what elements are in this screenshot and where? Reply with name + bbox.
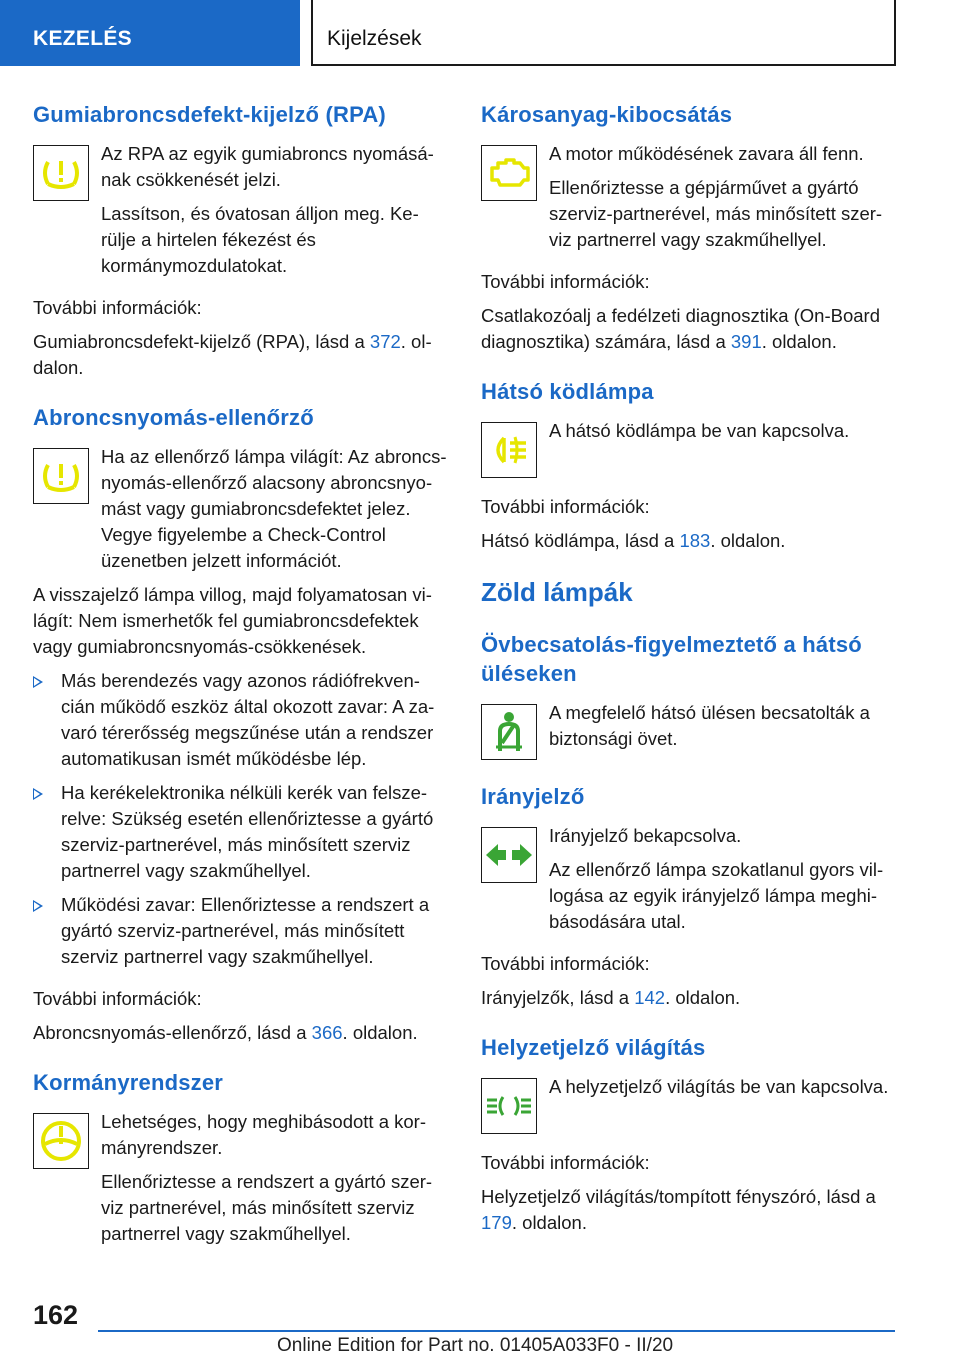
emission-text-2: Ellenőriztesse a gépjárművet a gyártó szerviz-partnerével, más minősített szer-viz partnerrel vagy szakműhellyel. [549, 177, 883, 250]
pressure-heading: Abroncsnyomás-ellenőrző [33, 405, 314, 430]
parking-page-link[interactable]: 179 [481, 1212, 512, 1233]
seatbelt-icon [481, 704, 537, 760]
foglamp-lamp-block [481, 418, 899, 478]
belt-lamp-block [481, 700, 899, 760]
rpa-text-2: Lassítson, és óvatosan álljon meg. Ke-rülje a hirtelen fékezést és kormánymozdulatokat. [101, 203, 419, 276]
triangle-arrow-icon [33, 676, 43, 688]
rpa-reference: Gumiabroncsdefekt-kijelző (RPA), lásd a 372. ol-dalon. [33, 331, 432, 378]
turn-reference: Irányjelzők, lásd a 142. oldalon. [481, 987, 741, 1008]
green-lamps-heading: Zöld lámpák [481, 577, 633, 607]
chapter-title: KEZELÉS [33, 27, 132, 50]
belt-heading: Övbecsatolás-figyelmeztető a hátsó üléseken [481, 632, 862, 686]
rpa-page-link[interactable]: 372 [369, 331, 401, 352]
list-item: Más berendezés vagy azonos rádiófrekven-cián működő eszköz által okozott zavar: A za-varó térerősség megszűnése után a rendszer automatikusan ismét működésbe lép. [33, 668, 451, 772]
pressure-more-info: További információk: [33, 988, 202, 1009]
foglamp-page-link[interactable]: 183 [679, 530, 711, 551]
turn-page-link[interactable]: 142 [634, 987, 666, 1008]
turn-lamp-block [481, 823, 899, 935]
belt-text-1: A megfelelő hátsó ülésen becsatolták a biztonsági övet. [549, 702, 870, 749]
footer-divider [98, 1330, 895, 1332]
pressure-page-link[interactable]: 366 [311, 1022, 343, 1043]
foglamp-more-info: További információk: [481, 496, 650, 517]
pressure-bullet-list [33, 668, 451, 970]
header-chapter-tab [0, 0, 300, 66]
pressure-reference: Abroncsnyomás-ellenőrző, lásd a 366. oldalon. [33, 1022, 418, 1043]
footer-edition: Online Edition for Part no. 01405A033F0 - II/20 [277, 1335, 674, 1356]
triangle-arrow-icon [33, 788, 43, 800]
list-item: Működési zavar: Ellenőriztesse a rendszert a gyártó szerviz-partnerével, más minősített szerviz partnerrel vagy szakműhellyel. [33, 892, 451, 970]
rpa-more-info: További információk: [33, 297, 202, 318]
page-number: 162 [33, 1300, 79, 1330]
steering-fault-icon [33, 1113, 89, 1169]
left-column [33, 100, 451, 1247]
engine-check-icon [481, 145, 537, 201]
tire-pressure-warning-icon [33, 145, 89, 201]
right-column [481, 100, 899, 1236]
steering-text-2: Ellenőriztesse a rendszert a gyártó szer-viz partnerével, más minősített szerviz partnerrel vagy szakműhellyel. [101, 1171, 433, 1244]
steering-lamp-block [33, 1109, 451, 1247]
parking-text-1: A helyzetjelző világítás be van kapcsolva. [549, 1076, 889, 1097]
parking-reference: Helyzetjelző világítás/tompított fényszóró, lásd a 179. oldalon. [481, 1186, 876, 1233]
turn-signal-icon [481, 827, 537, 883]
foglamp-heading: Hátsó ködlámpa [481, 379, 654, 404]
emission-lamp-block [481, 141, 899, 253]
pressure-text-1: Ha az ellenőrző lámpa világít: Az abroncs-nyomás-ellenőrző alacsony abroncsnyo-mást vagy gumiabroncsdefektet jelez. Vegye figyelembe a Check-Control üzenetben jelzett információt. [101, 446, 447, 571]
foglamp-reference: Hátsó ködlámpa, lásd a 183. oldalon. [481, 530, 786, 551]
parking-heading: Helyzetjelző világítás [481, 1035, 706, 1060]
turn-heading: Irányjelző [481, 784, 585, 809]
emission-page-link[interactable]: 391 [730, 331, 762, 352]
parking-more-info: További információk: [481, 1152, 650, 1173]
turn-text-2: Az ellenőrző lámpa szokatlanul gyors vil-logása az egyik irányjelző lámpa meghi-básodására utal. [549, 859, 884, 932]
foglamp-text-1: A hátsó ködlámpa be van kapcsolva. [549, 420, 850, 441]
triangle-arrow-icon [33, 900, 43, 912]
rpa-lamp-block [33, 141, 451, 279]
steering-text-1: Lehetséges, hogy meghibásodott a kor-mányrendszer. [101, 1111, 426, 1158]
list-item: Ha kerékelektronika nélküli kerék van felsze-relve: Szükség esetén ellenőriztesse a gyártó szerviz-partnerével, más minősített szerviz partnerrel vagy szakműhellyel. [33, 780, 451, 884]
header-section-box [311, 0, 896, 66]
tire-pressure-warning-icon [33, 448, 89, 504]
rear-fog-lamp-icon [481, 422, 537, 478]
pressure-text-2: A visszajelző lámpa villog, majd folyamatosan vi-lágít: Nem ismerhetők fel gumiabroncsdefektek vagy gumiabroncsnyomás-csökkenések. [33, 584, 432, 657]
parking-light-icon [481, 1078, 537, 1134]
section-title: Kijelzések [327, 27, 422, 50]
rpa-heading: Gumiabroncsdefekt-kijelző (RPA) [33, 102, 386, 127]
turn-text-1: Irányjelző bekapcsolva. [549, 825, 742, 846]
emission-heading: Károsanyag-kibocsátás [481, 102, 733, 127]
parking-lamp-block [481, 1074, 899, 1134]
emission-more-info: További információk: [481, 271, 650, 292]
pressure-lamp-block [33, 444, 451, 574]
emission-reference: Csatlakozóalj a fedélzeti diagnosztika (On-Board diagnosztika) számára, lásd a 391. oldalon. [481, 305, 880, 352]
rpa-text-1: Az RPA az egyik gumiabroncs nyomásá-nak csökkenését jelzi. [101, 143, 434, 190]
emission-text-1: A motor működésének zavara áll fenn. [549, 143, 864, 164]
turn-more-info: További információk: [481, 953, 650, 974]
steering-heading: Kormányrendszer [33, 1070, 224, 1095]
